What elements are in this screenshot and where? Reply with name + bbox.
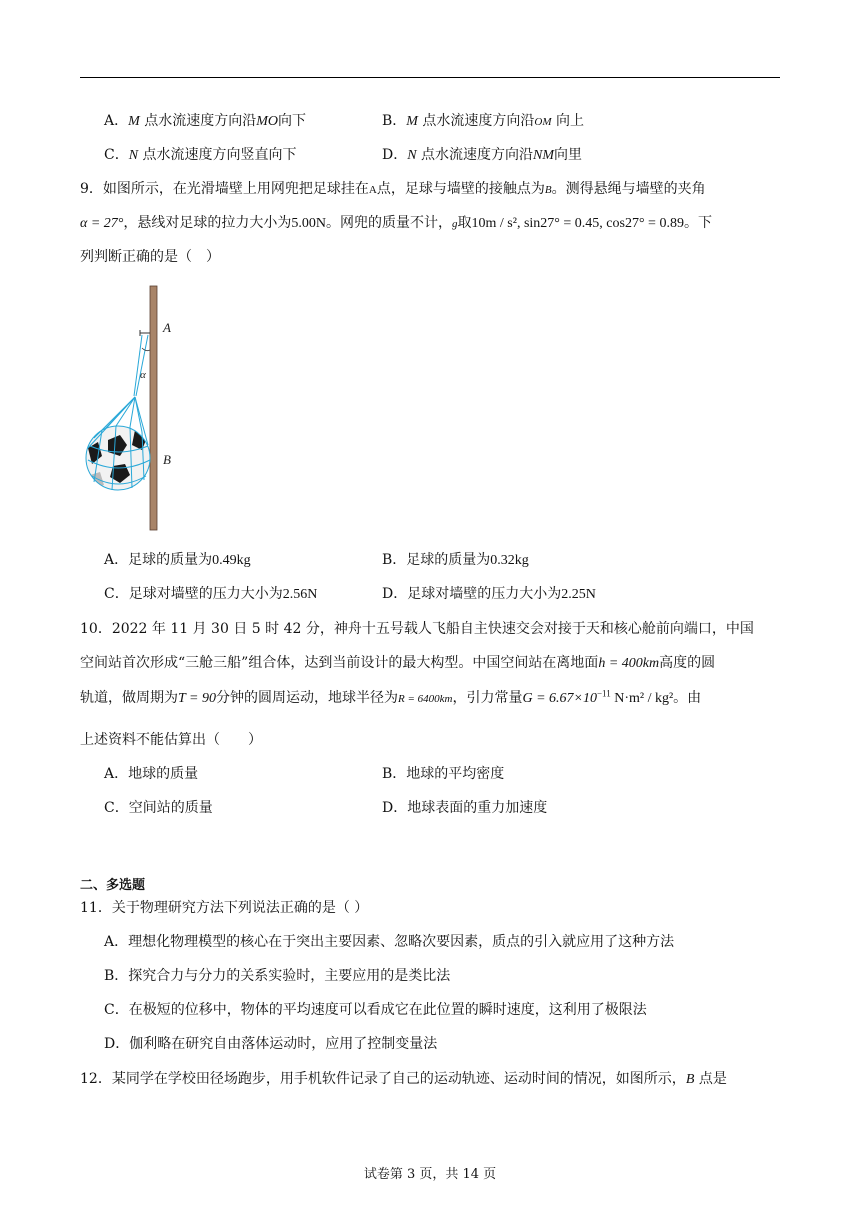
label-A: A <box>163 320 171 335</box>
q12-stem-line-1: 12．某同学在学校田径场跑步，用手机软件记录了自己的运动轨迹、运动时间的情况，如图所示，B 点是 <box>80 1071 727 1087</box>
q11-stem: 11．关于物理研究方法下列说法正确的是（ ） <box>80 900 369 916</box>
q8-option-c: C．N 点水流速度方向竖直向下 <box>104 147 297 163</box>
q10-option-d: D．地球表面的重力加速度 <box>382 800 548 816</box>
q9-option-d: D．足球对墙壁的压力大小为2.25N <box>382 586 596 602</box>
q10-option-a: A．地球的质量 <box>104 766 199 782</box>
q11-option-a: A．理想化物理模型的核心在于突出主要因素、忽略次要因素，质点的引入就应用了这种方法 <box>104 934 675 950</box>
q11-option-b: B．探究合力与分力的关系实验时，主要应用的是类比法 <box>104 968 451 984</box>
q10-stem-line-1: 10．2022 年 11 月 30 日 5 时 42 分，神舟十五号载人飞船自主快速交会对接于天和核心舱前向端口，中国 <box>80 621 754 637</box>
page-footer: 试卷第 3 页，共 14 页 <box>363 1167 497 1182</box>
q11-option-c: C．在极短的位移中，物体的平均速度可以看成它在此位置的瞬时速度，这利用了极限法 <box>104 1002 647 1018</box>
q10-option-b: B．地球的平均密度 <box>382 766 505 782</box>
q9-stem-line-3: 列判断正确的是（ ） <box>80 249 220 265</box>
wall <box>150 286 157 530</box>
q9-stem-line-1: 9．如图所示，在光滑墙壁上用网兜把足球挂在A点，足球与墙壁的接触点为B。测得悬绳与墙壁的夹角 <box>80 181 706 197</box>
q10-stem-line-3: 轨道，做周期为T = 90分钟的圆周运动，地球半径为R = 6400km，引力常量$G = 6.67\times 10^{-11}$ N·m² / kg²。由 <box>80 688 702 706</box>
q8-option-b: B．M 点水流速度方向沿OM 向上 <box>382 113 584 129</box>
q9-option-a: A．足球的质量为0.49kg <box>104 552 251 568</box>
q8-option-a: A．M 点水流速度方向沿MO向下 <box>104 113 307 129</box>
label-B: B <box>163 452 171 467</box>
q10-stem-line-2: 空间站首次形成“三舱三船”组合体，达到当前设计的最大构型。中国空间站在离地面h = 400km高度的圆 <box>80 655 716 671</box>
q9-figure-ball-on-wall <box>80 280 190 536</box>
q10-option-c: C．空间站的质量 <box>104 800 213 816</box>
q9-stem-line-2: α = 27°，悬线对足球的拉力大小为5.00N。网兜的质量不计，g取10m / s², sin27° = 0.45, cos27° = 0.89。下 <box>80 215 712 231</box>
label-alpha: α <box>140 369 146 381</box>
q8-option-d: D．N 点水流速度方向沿NM向里 <box>382 147 583 163</box>
angle-arc <box>142 348 150 351</box>
q9-option-b: B．足球的质量为0.32kg <box>382 552 529 568</box>
q9-option-c: C．足球对墙壁的压力大小为2.56N <box>104 586 318 602</box>
header-rule <box>80 77 780 78</box>
section-heading-multiple-choice: 二、多选题 <box>80 878 146 893</box>
q11-option-d: D．伽利略在研究自由落体运动时，应用了控制变量法 <box>104 1036 438 1052</box>
q10-stem-line-4: 上述资料不能估算出（ ） <box>80 732 262 748</box>
